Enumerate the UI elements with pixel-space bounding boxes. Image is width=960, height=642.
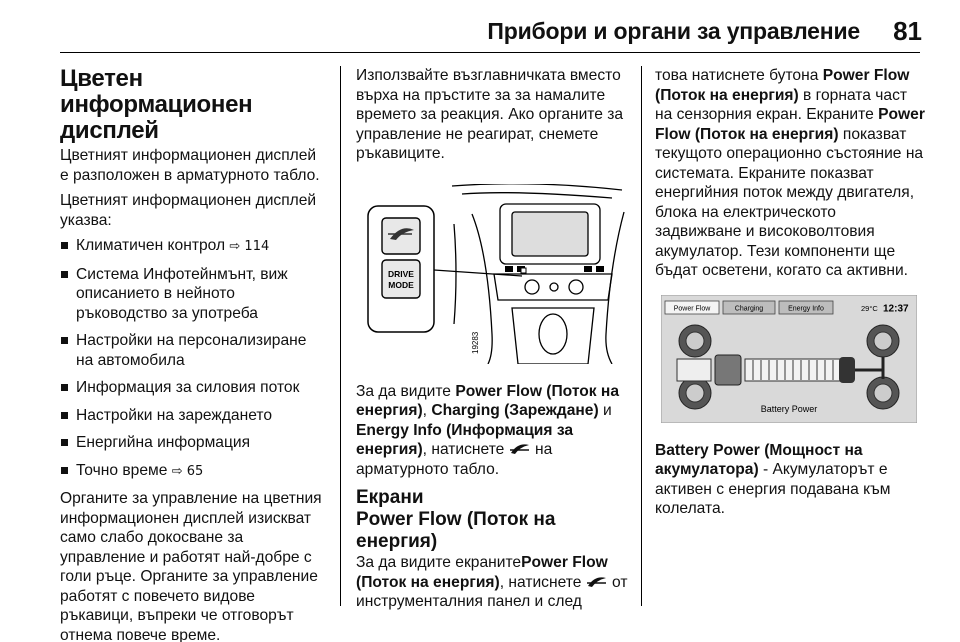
- list-item: Настройки на зареждането: [60, 406, 328, 426]
- column-3: [655, 66, 925, 525]
- paragraph: Battery Power (Мощност на акумулатора) - Акумулаторът е активен с енергия подавана към колелата.: [655, 441, 891, 517]
- paragraph: Цветният информационен дисплей е разположен в арматурното табло.: [60, 147, 320, 184]
- header-title: Прибори и органи за управление: [487, 18, 860, 44]
- console-button-row: [505, 266, 604, 273]
- column-2: [356, 66, 632, 618]
- svg-text:Power Flow: Power Flow: [673, 305, 711, 312]
- motor-icon: [839, 357, 855, 383]
- energy-leaf-icon: [586, 575, 608, 589]
- power-flow-heading: Power Flow (Поток на енергия): [356, 509, 556, 552]
- mode-label: MODE: [388, 279, 414, 290]
- column-divider: [641, 66, 642, 606]
- column-divider: [340, 66, 341, 606]
- bullet-list: [60, 236, 328, 481]
- page-reference: ⇨ 65: [171, 463, 204, 479]
- clock-readout: 12:37: [883, 303, 909, 314]
- power-flow-screen: [661, 295, 917, 423]
- header-rule: [60, 52, 920, 53]
- list-item: Енергийна информация: [60, 433, 328, 453]
- dashboard-illustration: [362, 184, 632, 364]
- paragraph: За да видите екранитеPower Flow (Поток на енергия), натиснете от инструменталния панел и след: [356, 554, 628, 610]
- dashboard-figure: [362, 184, 632, 364]
- energy-leaf-icon: [509, 442, 531, 456]
- engine-icon: [677, 359, 711, 381]
- power-flow-screen-figure: [661, 295, 917, 423]
- screen-caption: Battery Power: [760, 403, 818, 414]
- page-header: [0, 12, 960, 52]
- drive-label: DRIVE: [388, 268, 414, 279]
- list-item: Настройки на персонализиране на автомобила: [60, 331, 328, 370]
- svg-text:Energy Info: Energy Info: [788, 305, 824, 312]
- page-reference: ⇨ 114: [229, 239, 270, 254]
- list-item: Система Инфотейнмънт, виж описанието в нейното ръководство за употреба: [60, 265, 328, 324]
- drive-mode-button-box: [382, 260, 420, 298]
- column-1: [60, 66, 328, 642]
- list-item: Точно време ⇨ 65: [60, 461, 328, 482]
- screens-heading: Екрани: [356, 487, 424, 508]
- list-item: Информация за силовия поток: [60, 378, 328, 398]
- paragraph: Органите за управление на цветния информационен дисплей изискват само слабо докосване за управление и работят най-добре с голи ръце. Органите за управление работят с повечето видове ръкавици, въпреки че отговорът отнема повече време.: [60, 490, 322, 642]
- paragraph: Цветният информационен дисплей указва:: [60, 192, 317, 229]
- figure-code: 19283: [471, 331, 480, 354]
- paragraph: това натиснете бутона Power Flow (Поток на енергия) в горната част на сензорния екран. Екраните Power Flow (Поток на енергия) показват текущото операционно състояние на системата. Екраните показват енергийния поток между двигателя, блока на електрическото задвижване и високоволтовия акумулатор. Тези компоненти ще бъдат осветени, когато са активни.: [655, 67, 925, 279]
- paragraph: За да видите Power Flow (Поток на енергия), Charging (Зареждане) и Energy Info (Информация за енергия), натиснете на арматурното табло.: [356, 382, 620, 478]
- drive-mode-button: [382, 218, 420, 254]
- svg-text:Charging: Charging: [734, 305, 764, 312]
- list-item: Климатичен контрол ⇨ 114: [60, 236, 328, 257]
- section-heading: Цветен информационен дисплей: [60, 65, 253, 144]
- page-number: 81: [893, 16, 922, 46]
- paragraph: Използвайте възглавничката вместо върха на пръстите за за намалите времето за реакция. Ако органите за управление не реагират, снемете ръкавиците.: [356, 67, 624, 162]
- drive-unit-icon: [715, 355, 741, 385]
- temperature-readout: 29°C: [861, 303, 878, 313]
